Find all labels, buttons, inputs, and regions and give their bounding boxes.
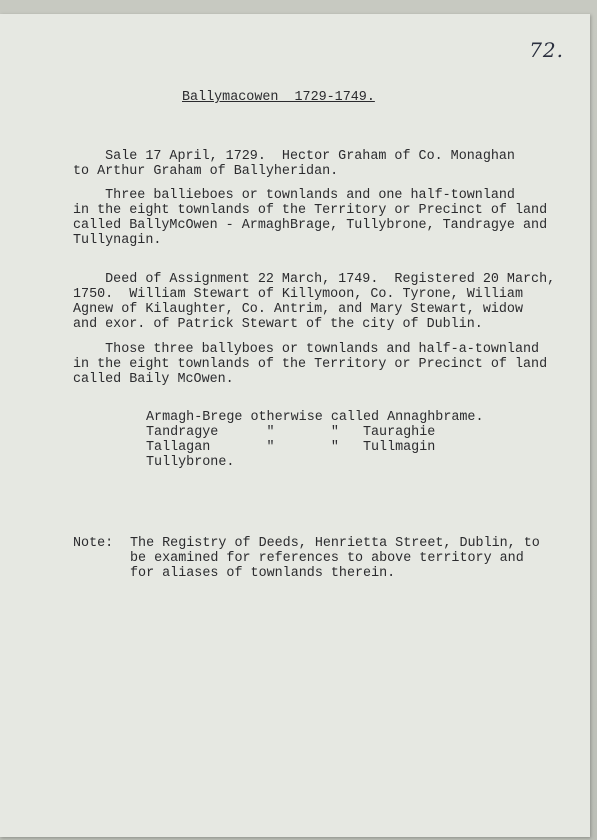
document-title: Ballymacowen 1729-1749. xyxy=(182,90,375,105)
paragraph-ballieboes: Three ballieboes or townlands and one half-townland in the eight townlands of the Territory or Precinct of land called BallyMcOwen - ArmaghBrage, Tullybrone, Tandragye and Tullynagin. xyxy=(73,188,548,248)
paragraph-ballyboes: Those three ballyboes or townlands and half-a-townland in the eight townlands of the Territory or Precinct of land called Baily McOwen. xyxy=(73,342,548,387)
paragraph-deed-of-assignment: Deed of Assignment 22 March, 1749. Registered 20 March, 1750. William Stewart of Killymoon, Co. Tyrone, William Agnew of Kilaughter, Co. Antrim, and Mary Stewart, widow and exor. of Patrick Stewart of the city of Dublin. xyxy=(73,272,556,332)
paragraph-sale: Sale 17 April, 1729. Hector Graham of Co. Monaghan to Arthur Graham of Ballyheridan. xyxy=(73,149,515,179)
page-number: 72. xyxy=(529,38,564,62)
note-label: Note: xyxy=(73,536,114,551)
townland-aliases-list: Armagh-Brege otherwise called Annaghbrame. Tandragye " " Tauraghie Tallagan " " Tullmagin Tullybrone. xyxy=(146,410,484,470)
typed-page xyxy=(0,14,590,837)
note-text: The Registry of Deeds, Henrietta Street, Dublin, to be examined for references to above territory and for aliases of townlands therein. xyxy=(130,536,540,581)
